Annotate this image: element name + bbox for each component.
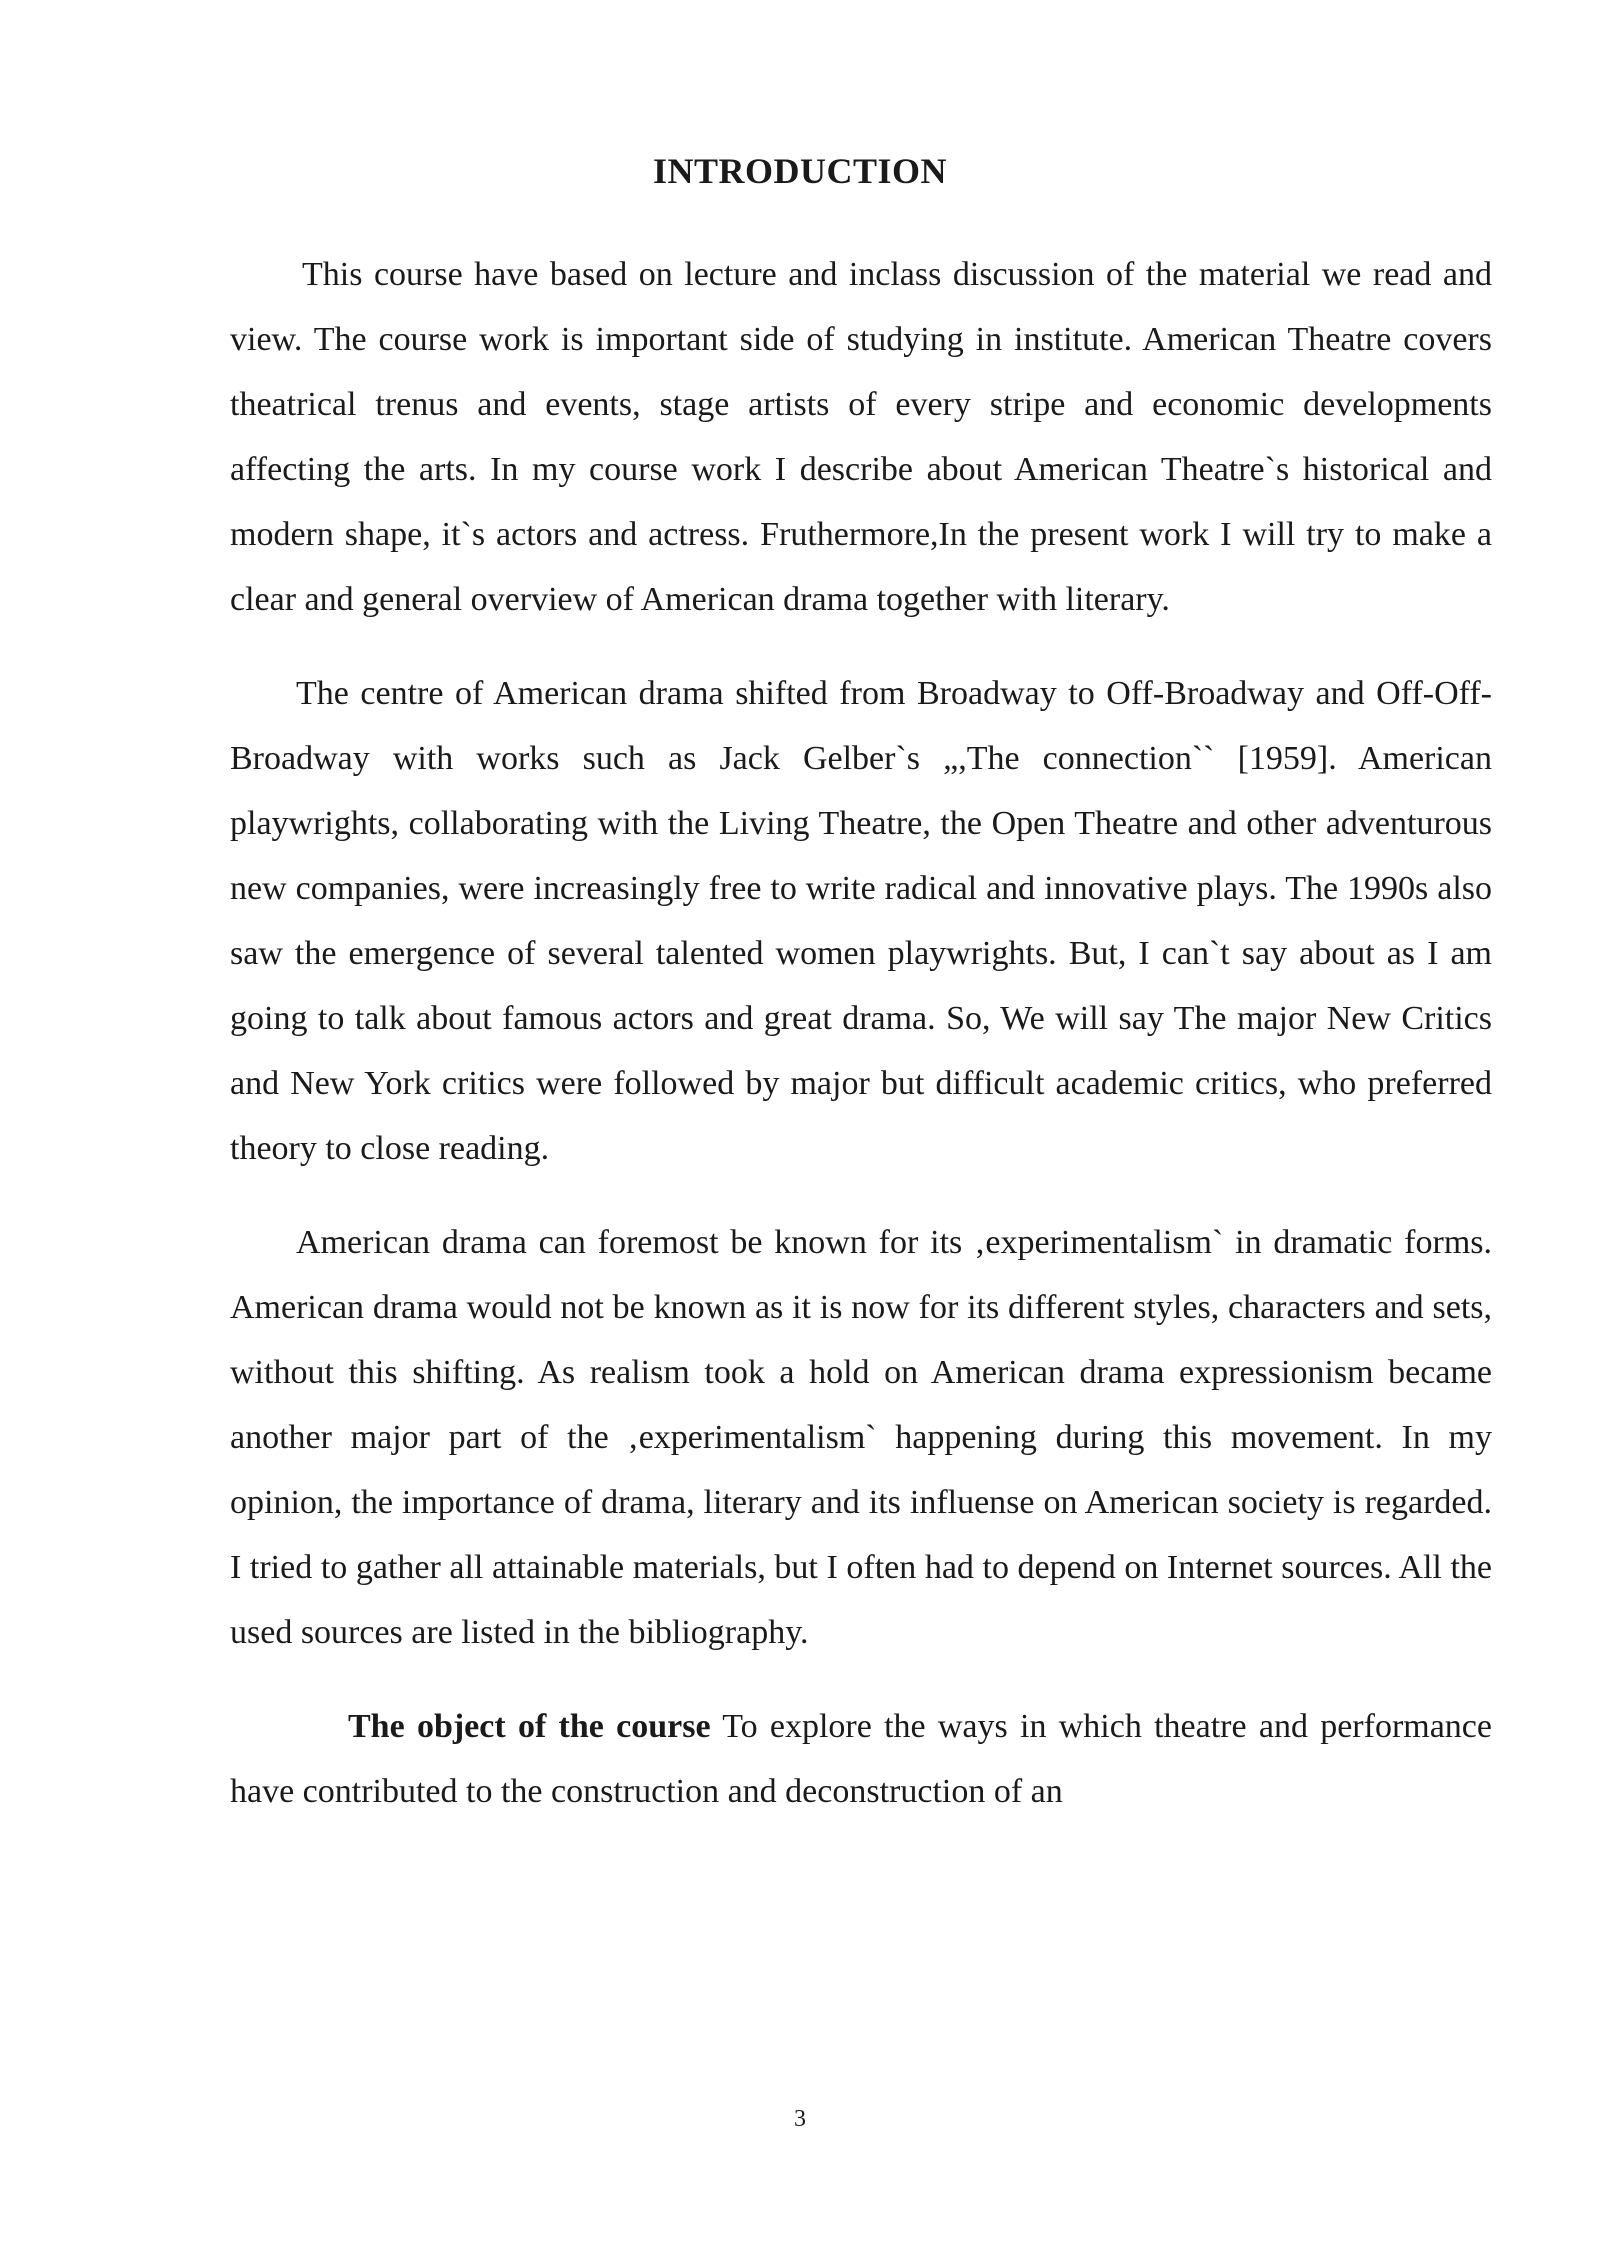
object-text: To explore the ways in which theatre and performance have contributed to the construction and deconstruction of an — [230, 1708, 1492, 1810]
paragraph-object — [230, 1694, 1492, 1824]
object-heading: The object of the course — [348, 1708, 711, 1745]
page-title: INTRODUCTION — [652, 151, 948, 191]
paragraph-experimentalism: American drama can foremost be known for its ‚experimentalism` in dramatic forms. American drama would not be known as it is now for its different styles, characters and sets, without this shifting. As realism took a hold on American drama expressionism became another major part of the ‚experimentalism` happening during this movement. In my opinion, the importance of drama, literary and its influense on American society is regarded. I tried to gather all attainable materials, but I often had to depend on Internet sources. All the used sources are listed in the bibliography. — [230, 1224, 1492, 1651]
body-text — [230, 242, 1492, 1824]
page-number: 3 — [794, 2106, 806, 2132]
paragraph-intro: This course have based on lecture and inclass discussion of the material we read and view. The course work is important side of studying in institute. American Theatre covers theatrical trenus and events, stage artists of every stripe and economic developments affecting the arts. In my course work I describe about American Theatre`s historical and modern shape, it`s actors and actress. Fruthermore,In the present work I will try to make a clear and general overview of American drama together with literary. — [230, 256, 1492, 618]
paragraph-broadway: The centre of American drama shifted from Broadway to Off-Broadway and Off-Off-Broadway with works such as Jack Gelber`s „,The connection`` [1959]. American playwrights, collaborating with the Living Theatre, the Open Theatre and other adventurous new companies, were increasingly free to write radical and innovative plays. The 1990s also saw the emergence of several talented women playwrights. But, I can`t say about as I am going to talk about famous actors and great drama. So, We will say The major New Critics and New York critics were followed by major but difficult academic critics, who preferred theory to close reading. — [230, 675, 1492, 1167]
